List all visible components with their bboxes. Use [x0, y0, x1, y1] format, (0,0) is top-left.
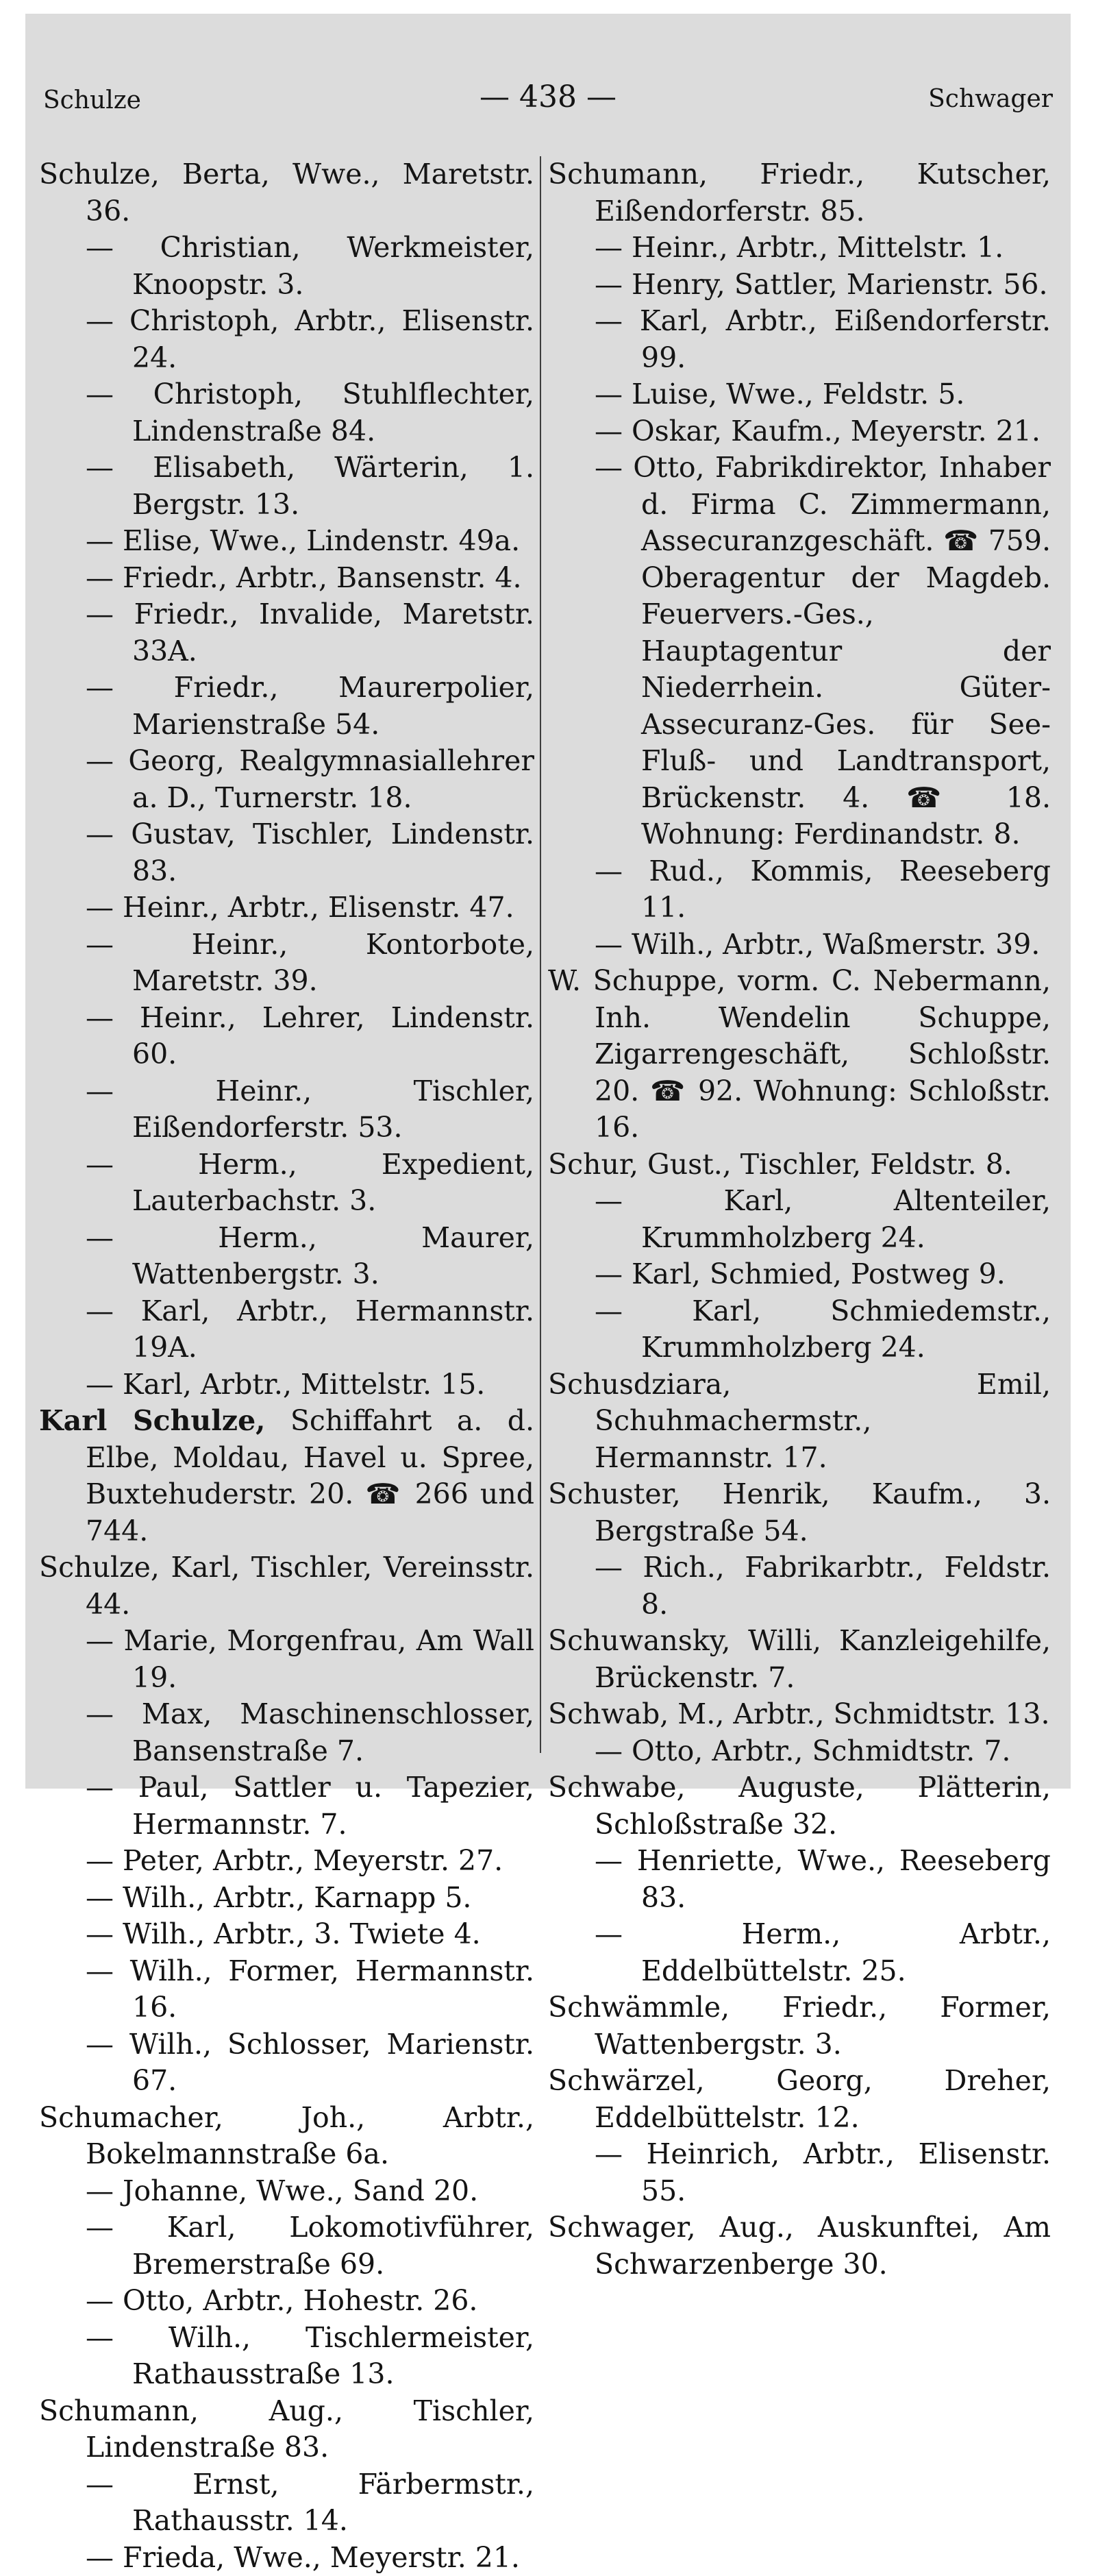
entry-text: — Christoph, Arbtr., Elisenstr. 24.	[86, 304, 534, 374]
entry-text: Schulze, Karl, Tischler, Vereinsstr. 44.	[39, 1551, 534, 1621]
right-column	[548, 156, 1051, 2283]
directory-entry	[39, 816, 534, 890]
directory-entry	[548, 267, 1051, 304]
directory-entry	[548, 450, 1051, 853]
directory-entry	[39, 1623, 534, 1696]
entry-text: — Friedr., Maurerpolier, Marienstraße 54.	[86, 671, 534, 741]
entry-text: Schumacher, Joh., Arbtr., Bokelmannstraße 6a.	[39, 2101, 534, 2171]
entry-text: — Heinr., Arbtr., Mittelstr. 1.	[595, 231, 1004, 264]
directory-entry	[39, 2173, 534, 2210]
directory-entry	[548, 413, 1051, 450]
entry-text: — Peter, Arbtr., Meyerstr. 27.	[86, 1844, 503, 1877]
entry-text: — Heinr., Arbtr., Elisenstr. 47.	[86, 891, 514, 924]
entry-text: — Georg, Realgymnasiallehrer a. D., Turnerstr. 18.	[86, 744, 534, 814]
entry-text: — Rud., Kommis, Reeseberg 11.	[595, 855, 1051, 924]
entry-text: — Henry, Sattler, Marienstr. 56.	[595, 268, 1048, 301]
entry-text: — Henriette, Wwe., Reeseberg 83.	[595, 1844, 1051, 1914]
entry-text: — Friedr., Invalide, Maretstr. 33A.	[86, 598, 534, 667]
directory-entry	[39, 303, 534, 376]
directory-entry	[39, 1366, 534, 1403]
entry-text: — Karl, Altenteiler, Krummholzberg 24.	[595, 1184, 1051, 1254]
directory-entry	[548, 927, 1051, 964]
entry-text: Schumann, Friedr., Kutscher, Eißendorferstr. 85.	[548, 158, 1051, 228]
header-right-keyword: Schwager	[928, 85, 1053, 113]
directory-entry	[39, 1953, 534, 2026]
directory-entry	[39, 450, 534, 523]
directory-entry	[548, 1733, 1051, 1770]
directory-entry	[548, 2209, 1051, 2283]
directory-entry	[39, 156, 534, 230]
directory-entry	[39, 1293, 534, 1366]
entry-text: Schulze, Berta, Wwe., Maretstr. 36.	[39, 158, 534, 228]
directory-entry	[39, 2283, 534, 2320]
entry-text: Schuster, Henrik, Kaufm., 3. Bergstraße 54.	[548, 1477, 1051, 1547]
entry-text: — Karl, Arbtr., Hermannstr. 19A.	[86, 1295, 534, 1364]
entry-text: Schwärzel, Georg, Dreher, Eddelbüttelstr. 12.	[548, 2064, 1051, 2134]
directory-entry	[39, 2100, 534, 2173]
entry-text: Schwämmle, Friedr., Former, Wattenbergstr. 3.	[548, 1991, 1051, 2061]
entry-text: — Heinr., Tischler, Eißendorferstr. 53.	[86, 1075, 534, 1144]
directory-entry	[39, 2026, 534, 2100]
entry-text: — Elise, Wwe., Lindenstr. 49a.	[86, 524, 520, 557]
entry-text: Schwab, M., Arbtr., Schmidtstr. 13.	[548, 1697, 1050, 1730]
directory-entry	[548, 1476, 1051, 1549]
entry-text: — Rich., Fabrikarbtr., Feldstr. 8.	[595, 1551, 1051, 1621]
directory-entry	[548, 2136, 1051, 2209]
entry-text: — Gustav, Tischler, Lindenstr. 83.	[86, 818, 534, 887]
entry-text: — Wilh., Schlosser, Marienstr. 67.	[86, 2028, 534, 2098]
directory-entry	[39, 1073, 534, 1146]
directory-entry	[39, 1146, 534, 1220]
directory-entry	[39, 1880, 534, 1917]
entry-text: — Oskar, Kaufm., Meyerstr. 21.	[595, 415, 1041, 447]
directory-entry	[39, 1843, 534, 1880]
entry-text: — Ernst, Färbermstr., Rathausstr. 14.	[86, 2468, 534, 2538]
entry-text: — Johanne, Wwe., Sand 20.	[86, 2174, 478, 2207]
entry-text: — Frieda, Wwe., Meyerstr. 21.	[86, 2541, 520, 2574]
header-left-keyword: Schulze	[43, 86, 141, 114]
page-number: — 438 —	[25, 79, 1071, 114]
entry-text: — Karl, Arbtr., Eißendorferstr. 99.	[595, 304, 1051, 374]
directory-entry	[39, 560, 534, 597]
directory-entry	[548, 963, 1051, 1146]
directory-entry	[548, 1146, 1051, 1183]
directory-entry	[548, 1916, 1051, 1989]
entry-text: Schur, Gust., Tischler, Feldstr. 8.	[548, 1148, 1012, 1181]
entry-text: — Elisabeth, Wärterin, 1. Bergstr. 13.	[86, 451, 534, 521]
directory-entry	[548, 2063, 1051, 2136]
directory-entry	[39, 523, 534, 560]
entry-text: — Christian, Werkmeister, Knoopstr. 3.	[86, 231, 534, 301]
entry-text: Schuwansky, Willi, Kanzleigehilfe, Brückenstr. 7.	[548, 1624, 1051, 1694]
column-divider	[540, 156, 541, 1753]
entry-text: W. Schuppe, vorm. C. Nebermann, Inh. Wendelin Schuppe, Zigarrengeschäft, Schloßstr. 20. ☎ 92. Wohnung: Schloßstr. 16.	[548, 964, 1051, 1144]
directory-entry	[39, 743, 534, 816]
left-column	[39, 156, 534, 2576]
directory-entry	[39, 1220, 534, 1293]
directory-entry	[39, 2320, 534, 2393]
entry-text: — Karl, Schmied, Postweg 9.	[595, 1258, 1006, 1290]
directory-entry	[548, 1366, 1051, 1477]
entry-text: Schusdziara, Emil, Schuhmachermstr., Hermannstr. 17.	[548, 1368, 1051, 1474]
entry-text: — Wilh., Arbtr., Karnapp 5.	[86, 1881, 471, 1914]
entry-text: — Herm., Expedient, Lauterbachstr. 3.	[86, 1148, 534, 1218]
entry-text: Schwager, Aug., Auskunftei, Am Schwarzenberge 30.	[548, 2211, 1051, 2281]
directory-entry	[39, 670, 534, 743]
directory-entry	[39, 1403, 534, 1549]
entry-text: — Luise, Wwe., Feldstr. 5.	[595, 378, 964, 410]
directory-page	[25, 14, 1071, 1789]
entry-text: Schumann, Aug., Tischler, Lindenstraße 83.	[39, 2394, 534, 2464]
directory-entry	[548, 303, 1051, 376]
entry-text: — Otto, Arbtr., Schmidtstr. 7.	[595, 1734, 1010, 1767]
entry-text: — Wilh., Arbtr., Waßmerstr. 39.	[595, 928, 1040, 961]
directory-entry	[39, 1916, 534, 1953]
entry-text: — Heinr., Lehrer, Lindenstr. 60.	[86, 1001, 534, 1071]
entry-text: — Marie, Morgenfrau, Am Wall 19.	[86, 1624, 534, 1694]
entry-text: — Karl, Lokomotivführer, Bremerstraße 69.	[86, 2211, 534, 2281]
directory-entry	[548, 1843, 1051, 1916]
directory-entry	[39, 2209, 534, 2283]
directory-entry	[548, 1293, 1051, 1366]
directory-entry	[39, 927, 534, 1000]
directory-entry	[548, 230, 1051, 267]
directory-entry	[548, 156, 1051, 230]
entry-text: — Max, Maschinenschlosser, Bansenstraße 7.	[86, 1697, 534, 1767]
entry-text: — Friedr., Arbtr., Bansenstr. 4.	[86, 561, 522, 594]
entry-text: — Wilh., Tischlermeister, Rathausstraße 13.	[86, 2321, 534, 2391]
directory-entry	[39, 2466, 534, 2540]
directory-entry	[548, 1696, 1051, 1733]
directory-entry	[548, 1549, 1051, 1623]
entry-text: — Herm., Arbtr., Eddelbüttelstr. 25.	[595, 1917, 1051, 1987]
directory-entry	[548, 1769, 1051, 1843]
entry-text: — Karl, Schmiedemstr., Krummholzberg 24.	[595, 1295, 1051, 1364]
directory-entry	[548, 1183, 1051, 1256]
entry-text: — Heinrich, Arbtr., Elisenstr. 55.	[595, 2137, 1051, 2207]
directory-entry	[548, 376, 1051, 413]
entry-text: — Wilh., Former, Hermannstr. 16.	[86, 1954, 534, 2024]
directory-entry	[39, 596, 534, 670]
directory-entry	[39, 230, 534, 303]
directory-entry	[548, 1989, 1051, 2063]
entry-text: — Otto, Arbtr., Hohestr. 26.	[86, 2284, 477, 2317]
entry-text: — Herm., Maurer, Wattenbergstr. 3.	[86, 1221, 534, 1291]
directory-entry	[39, 2393, 534, 2466]
entry-text: — Wilh., Arbtr., 3. Twiete 4.	[86, 1917, 481, 1950]
entry-text: — Heinr., Kontorbote, Maretstr. 39.	[86, 928, 534, 998]
entry-bold-name: Karl Schulze,	[39, 1404, 265, 1437]
directory-entry	[548, 1623, 1051, 1696]
directory-entry	[39, 1549, 534, 1623]
directory-entry	[39, 376, 534, 450]
directory-entry	[548, 853, 1051, 927]
entry-text: — Otto, Fabrikdirektor, Inhaber d. Firma C. Zimmermann, Assecuranzgeschäft. ☎ 759. Oberagentur der Magdeb. Feuervers.-Ges., Hauptagentur der Niederrhein. Güter-Assecuranz-Ges. für See- Fluß- und Landtransport, Brückenstr. 4. ☎ 18. Wohnung: Ferdinandstr. 8.	[595, 451, 1051, 850]
directory-entry	[39, 1769, 534, 1843]
entry-text: — Karl, Arbtr., Mittelstr. 15.	[86, 1368, 485, 1401]
directory-entry	[39, 1696, 534, 1769]
directory-entry	[39, 2540, 534, 2576]
entry-text: Schiffahrt a. d. Elbe, Moldau, Havel u. Spree, Buxtehuderstr. 20. ☎ 266 und 744.	[86, 1404, 534, 1547]
directory-entry	[548, 1256, 1051, 1293]
entry-text: — Christoph, Stuhlflechter, Lindenstraße 84.	[86, 378, 534, 447]
entry-text: — Paul, Sattler u. Tapezier, Hermannstr. 7.	[86, 1771, 534, 1841]
entry-text: Schwabe, Auguste, Plätterin, Schloßstraße 32.	[548, 1771, 1051, 1841]
directory-entry	[39, 1000, 534, 1073]
directory-entry	[39, 890, 534, 927]
page-header	[25, 79, 1071, 121]
